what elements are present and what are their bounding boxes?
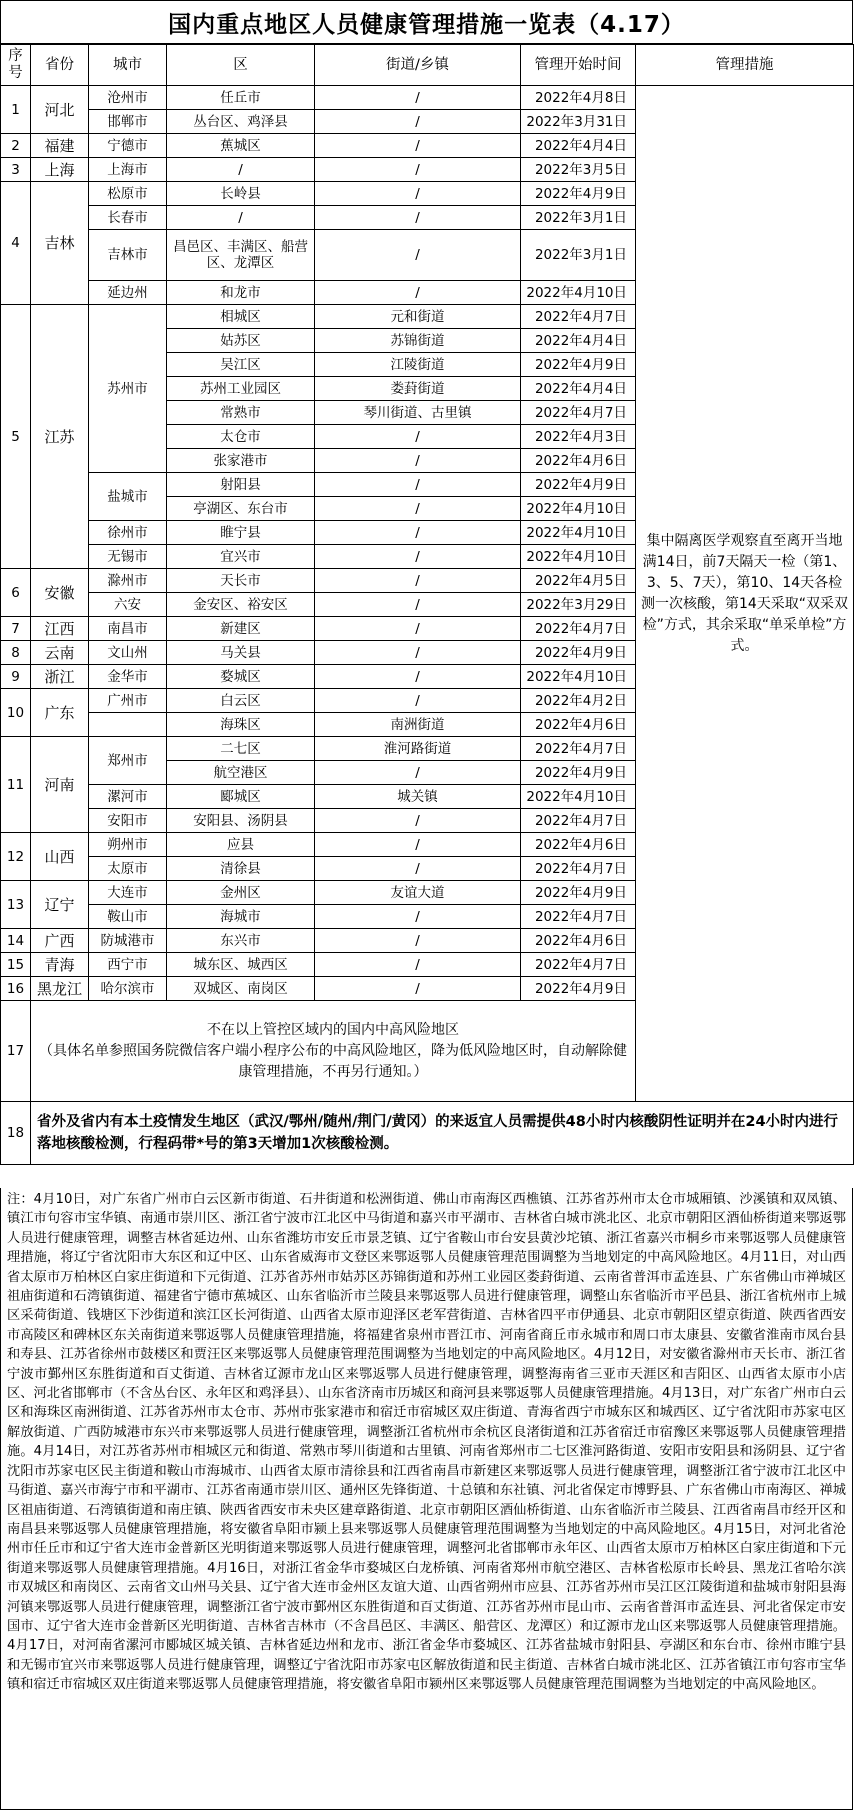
start-date-cell: 2022年3月31日 <box>521 110 636 134</box>
street-cell: 城关镇 <box>315 785 521 809</box>
district-cell: 新建区 <box>167 617 315 641</box>
district-cell: 和龙市 <box>167 281 315 305</box>
street-cell: / <box>315 905 521 929</box>
start-date-cell: 2022年3月29日 <box>521 593 636 617</box>
street-cell: / <box>315 521 521 545</box>
province-cell: 广西 <box>31 929 89 953</box>
start-date-cell: 2022年4月9日 <box>521 182 636 206</box>
city-cell: 朔州市 <box>89 833 167 857</box>
street-cell: / <box>315 497 521 521</box>
province-cell: 辽宁 <box>31 881 89 929</box>
table-header-row <box>1 45 854 86</box>
start-date-cell: 2022年4月7日 <box>521 305 636 329</box>
seq-cell: 12 <box>1 833 31 881</box>
city-cell: 长春市 <box>89 206 167 230</box>
district-cell: 婺城区 <box>167 665 315 689</box>
street-cell: 娄葑街道 <box>315 377 521 401</box>
district-cell: 郾城区 <box>167 785 315 809</box>
header-street: 街道/乡镇 <box>315 45 521 86</box>
district-cell: 白云区 <box>167 689 315 713</box>
district-cell: 金安区、裕安区 <box>167 593 315 617</box>
district-cell: 太仓市 <box>167 425 315 449</box>
city-cell: 哈尔滨市 <box>89 977 167 1001</box>
start-date-cell: 2022年4月3日 <box>521 425 636 449</box>
table-body <box>1 45 854 1165</box>
province-cell: 河南 <box>31 737 89 833</box>
seq-cell: 13 <box>1 881 31 929</box>
street-cell: / <box>315 569 521 593</box>
other-risk-area-cell <box>31 1001 636 1102</box>
seq-cell: 3 <box>1 158 31 182</box>
seq-cell: 8 <box>1 641 31 665</box>
district-cell: 姑苏区 <box>167 329 315 353</box>
district-cell: 昌邑区、丰满区、船营区、龙潭区 <box>167 230 315 281</box>
city-cell: 吉林市 <box>89 230 167 281</box>
street-cell: / <box>315 641 521 665</box>
city-cell: 大连市 <box>89 881 167 905</box>
city-cell: 宁德市 <box>89 134 167 158</box>
city-cell: 上海市 <box>89 158 167 182</box>
start-date-cell: 2022年4月10日 <box>521 665 636 689</box>
street-cell: 淮河路街道 <box>315 737 521 761</box>
district-cell: 海城市 <box>167 905 315 929</box>
district-cell: 常熟市 <box>167 401 315 425</box>
city-cell: 西宁市 <box>89 953 167 977</box>
measure-cell: 集中隔离医学观察直至离开当地满14日，前7天隔天一检（第1、3、5、7天），第10、14天各检测一次核酸，第14天采取“双采双检”方式，其余采取“单采单检”方式。 <box>636 86 854 1102</box>
city-cell: 广州市 <box>89 689 167 713</box>
street-cell: / <box>315 977 521 1001</box>
start-date-cell: 2022年4月4日 <box>521 329 636 353</box>
street-cell: / <box>315 689 521 713</box>
start-date-cell: 2022年4月10日 <box>521 785 636 809</box>
district-cell: 清徐县 <box>167 857 315 881</box>
district-cell: 任丘市 <box>167 86 315 110</box>
start-date-cell: 2022年4月5日 <box>521 569 636 593</box>
province-cell: 福建 <box>31 134 89 158</box>
start-date-cell: 2022年4月10日 <box>521 521 636 545</box>
city-cell: 苏州市 <box>89 305 167 473</box>
start-date-cell: 2022年4月10日 <box>521 281 636 305</box>
seq-cell: 5 <box>1 305 31 569</box>
street-cell: / <box>315 182 521 206</box>
start-date-cell: 2022年4月7日 <box>521 401 636 425</box>
district-cell: 安阳县、汤阴县 <box>167 809 315 833</box>
province-cell: 吉林 <box>31 182 89 305</box>
start-date-cell: 2022年4月7日 <box>521 809 636 833</box>
street-cell: / <box>315 206 521 230</box>
city-cell: 太原市 <box>89 857 167 881</box>
start-date-cell: 2022年4月9日 <box>521 761 636 785</box>
header-seq: 序号 <box>1 45 31 86</box>
other-risk-area-note: （具体名单参照国务院微信客户端小程序公布的中高风险地区，降为低风险地区时，自动解除健康管理措施，不再另行通知。） <box>39 1042 627 1080</box>
province-cell: 青海 <box>31 953 89 977</box>
district-cell: 射阳县 <box>167 473 315 497</box>
start-date-cell: 2022年4月6日 <box>521 833 636 857</box>
city-cell: 邯郸市 <box>89 110 167 134</box>
seq-cell: 9 <box>1 665 31 689</box>
district-cell: 亭湖区、东台市 <box>167 497 315 521</box>
start-date-cell: 2022年4月9日 <box>521 641 636 665</box>
start-date-cell: 2022年4月7日 <box>521 617 636 641</box>
city-cell: 漯河市 <box>89 785 167 809</box>
start-date-cell: 2022年4月9日 <box>521 881 636 905</box>
city-cell: 沧州市 <box>89 86 167 110</box>
district-cell: 睢宁县 <box>167 521 315 545</box>
province-cell: 浙江 <box>31 665 89 689</box>
seq-cell: 11 <box>1 737 31 833</box>
seq-cell: 7 <box>1 617 31 641</box>
district-cell: 长岭县 <box>167 182 315 206</box>
city-cell: 鞍山市 <box>89 905 167 929</box>
street-cell: / <box>315 230 521 281</box>
city-cell: 六安 <box>89 593 167 617</box>
street-cell: / <box>315 425 521 449</box>
start-date-cell: 2022年4月10日 <box>521 545 636 569</box>
province-cell: 江苏 <box>31 305 89 569</box>
street-cell: / <box>315 857 521 881</box>
header-province: 省份 <box>31 45 89 86</box>
seq-cell: 2 <box>1 134 31 158</box>
start-date-cell: 2022年4月4日 <box>521 377 636 401</box>
seq-cell: 14 <box>1 929 31 953</box>
city-cell: 无锡市 <box>89 545 167 569</box>
district-cell: 吴江区 <box>167 353 315 377</box>
city-cell: 滁州市 <box>89 569 167 593</box>
street-cell: 琴川街道、古里镇 <box>315 401 521 425</box>
city-cell: 松原市 <box>89 182 167 206</box>
province-cell: 黑龙江 <box>31 977 89 1001</box>
start-date-cell: 2022年4月6日 <box>521 713 636 737</box>
street-cell: / <box>315 86 521 110</box>
city-cell: 徐州市 <box>89 521 167 545</box>
province-cell: 山西 <box>31 833 89 881</box>
seq-cell: 15 <box>1 953 31 977</box>
province-cell: 云南 <box>31 641 89 665</box>
street-cell: / <box>315 473 521 497</box>
street-cell: / <box>315 449 521 473</box>
start-date-cell: 2022年4月7日 <box>521 857 636 881</box>
district-cell: 金州区 <box>167 881 315 905</box>
district-cell: 二七区 <box>167 737 315 761</box>
returnee-requirement-cell: 省外及省内有本土疫情发生地区（武汉/鄂州/随州/荆门/黄冈）的来返宜人员需提供48小时内核酸阴性证明并在24小时内进行落地核酸检测，行程码带*号的第3天增加1次核酸检测。 <box>31 1102 854 1165</box>
district-cell: / <box>167 206 315 230</box>
other-risk-area-title: 不在以上管控区域内的国内中高风险地区 <box>207 1021 459 1038</box>
start-date-cell: 2022年4月7日 <box>521 737 636 761</box>
street-cell: / <box>315 809 521 833</box>
street-cell: / <box>315 134 521 158</box>
seq-cell: 1 <box>1 86 31 134</box>
start-date-cell: 2022年4月7日 <box>521 953 636 977</box>
city-cell: 郑州市 <box>89 737 167 785</box>
header-city: 城市 <box>89 45 167 86</box>
street-cell: / <box>315 593 521 617</box>
district-cell: 应县 <box>167 833 315 857</box>
district-cell: 张家港市 <box>167 449 315 473</box>
start-date-cell: 2022年4月9日 <box>521 977 636 1001</box>
street-cell: 江陵街道 <box>315 353 521 377</box>
table-row-18 <box>1 1102 854 1165</box>
district-cell: 城东区、城西区 <box>167 953 315 977</box>
street-cell: / <box>315 617 521 641</box>
city-cell: 安阳市 <box>89 809 167 833</box>
seq-cell: 18 <box>1 1102 31 1165</box>
start-date-cell: 2022年4月6日 <box>521 929 636 953</box>
province-cell: 江西 <box>31 617 89 641</box>
seq-cell: 17 <box>1 1001 31 1102</box>
start-date-cell: 2022年3月1日 <box>521 230 636 281</box>
start-date-cell: 2022年3月1日 <box>521 206 636 230</box>
street-cell: / <box>315 281 521 305</box>
street-cell: / <box>315 833 521 857</box>
start-date-cell: 2022年4月6日 <box>521 449 636 473</box>
street-cell: 友谊大道 <box>315 881 521 905</box>
seq-cell: 10 <box>1 689 31 737</box>
seq-cell: 16 <box>1 977 31 1001</box>
district-cell: / <box>167 158 315 182</box>
start-date-cell: 2022年4月2日 <box>521 689 636 713</box>
city-cell: 金华市 <box>89 665 167 689</box>
street-cell: / <box>315 761 521 785</box>
district-cell: 双城区、南岗区 <box>167 977 315 1001</box>
table-row <box>1 86 854 110</box>
street-cell: 南洲街道 <box>315 713 521 737</box>
street-cell: / <box>315 110 521 134</box>
province-cell: 河北 <box>31 86 89 134</box>
province-cell: 广东 <box>31 689 89 737</box>
header-district: 区 <box>167 45 315 86</box>
province-cell: 安徽 <box>31 569 89 617</box>
city-cell: 延边州 <box>89 281 167 305</box>
street-cell: / <box>315 545 521 569</box>
street-cell: / <box>315 665 521 689</box>
district-cell: 马关县 <box>167 641 315 665</box>
start-date-cell: 2022年4月9日 <box>521 473 636 497</box>
district-cell: 蕉城区 <box>167 134 315 158</box>
seq-cell: 4 <box>1 182 31 305</box>
district-cell: 苏州工业园区 <box>167 377 315 401</box>
start-date-cell: 2022年4月9日 <box>521 353 636 377</box>
city-cell: 南昌市 <box>89 617 167 641</box>
city-cell: 文山州 <box>89 641 167 665</box>
measures-table <box>0 44 854 1165</box>
seq-cell: 6 <box>1 569 31 617</box>
district-cell: 宜兴市 <box>167 545 315 569</box>
district-cell: 航空港区 <box>167 761 315 785</box>
start-date-cell: 2022年4月4日 <box>521 134 636 158</box>
province-cell: 上海 <box>31 158 89 182</box>
start-date-cell: 2022年4月7日 <box>521 905 636 929</box>
city-cell: 盐城市 <box>89 473 167 521</box>
street-cell: / <box>315 929 521 953</box>
notes-paragraph: 注：4月10日，对广东省广州市白云区新市街道、石井街道和松洲街道、佛山市南海区西樵镇、江苏省苏州市太仓市城厢镇、沙溪镇和双凤镇、镇江市句容市宝华镇、南通市崇川区、浙江省宁波市江北区中马街道和嘉兴市平湖市、吉林省白城市洮北区、北京市朝阳区酒仙桥街道来鄂返鄂人员进行健康管理，调整吉林省延边州、山东省潍坊市安丘市景芝镇、辽宁省鞍山市台安县黄沙坨镇、浙江省嘉兴市桐乡市来鄂返鄂人员健康管理措施，将辽宁省沈阳市大东区和辽中区、山东省威海市文登区来鄂返鄂人员健康管理范围调整为当地划定的中高风险地区。4月11日，对山西省太原市万柏林区白家庄街道和下元街道、江苏省苏州市姑苏区苏锦街道和苏州工业园区娄葑街道、云南省普洱市孟连县、广东省佛山市禅城区祖庙街道和石湾镇街道、福建省宁德市蕉城区、山东省临沂市兰陵县来鄂返鄂人员进行健康管理，调整山东省临沂市平邑县、浙江省杭州市上城区采荷街道、钱塘区下沙街道和滨江区长河街道、山西省太原市迎泽区老军营街道、吉林省四平市伊通县、北京市朝阳区望京街道、陕西省西安市高陵区和碑林区东关南街道来鄂返鄂人员健康管理措施，将福建省泉州市晋江市、河南省商丘市永城市和周口市太康县、安徽省淮南市凤台县和寿县、江苏省徐州市鼓楼区和贾汪区来鄂返鄂人员健康管理范围调整为当地划定的中高风险地区。4月12日，对安徽省滁州市天长市、浙江省宁波市鄞州区东胜街道和百丈街道、吉林省辽源市龙山区来鄂返鄂人员进行健康管理，调整海南省三亚市天涯区和吉阳区、山西省太原市小店区、河北省邯郸市（不含丛台区、永年区和鸡泽县）、山东省济南市历城区和商河县来鄂返鄂人员健康管理措施。4月13日，对广东省广州市白云区和海珠区南洲街道、江苏省苏州市太仓市、苏州市张家港市和宿迁市宿城区双庄街道、青海省西宁市城东区和城西区、辽宁省沈阳市苏家屯区解放街道、广西防城港市东兴市来鄂返鄂人员进行健康管理，调整浙江省杭州市余杭区良渚街道和江苏省宿迁市宿豫区来鄂返鄂人员健康管理措施。4月14日，对江苏省苏州市相城区元和街道、常熟市琴川街道和古里镇、河南省郑州市二七区淮河路街道、安阳市安阳县和汤阴县、辽宁省沈阳市苏家屯区民主街道和鞍山市海城市、山西省太原市清徐县和江西省南昌市新建区来鄂返鄂人员进行健康管理，调整浙江省宁波市江北区中马街道、嘉兴市海宁市和平湖市、江苏省南通市崇川区、通州区先锋街道、十总镇和东社镇、河北省保定市博野县、广东省佛山市南海区、禅城区祖庙街道、石湾镇街道和南庄镇、陕西省西安市未央区建章路街道、北京市朝阳区酒仙桥街道、山东省临沂市兰陵县、江西省南昌市经开区和南昌县来鄂返鄂人员健康管理措施，将安徽省阜阳市颍上县来鄂返鄂人员健康管理范围调整为当地划定的中高风险地区。4月15日，对河北省沧州市任丘市和辽宁省大连市金普新区光明街道来鄂返鄂人员进行健康管理，调整河北省邯郸市永年区、山西省太原市万柏林区白家庄街道和下元街道来鄂返鄂人员健康管理措施。4月16日，对浙江省金华市婺城区白龙桥镇、河南省郑州市航空港区、吉林省松原市长岭县、黑龙江省哈尔滨市双城区和南岗区、云南省文山州马关县、辽宁省大连市金州区友谊大道、山西省朔州市应县、江苏省苏州市吴江区江陵街道和盐城市射阳县海河镇来鄂返鄂人员进行健康管理，调整浙江省宁波市鄞州区东胜街道和百丈街道、江苏省苏州市昆山市、云南省普洱市孟连县、河北省保定市安国市、辽宁省大连市金普新区光明街道、吉林省吉林市（不含昌邑区、丰满区、船营区、龙潭区）和辽源市龙山区来鄂返鄂人员健康管理措施。4月17日，对河南省漯河市郾城区城关镇、吉林省延边州和龙市、浙江省金华市婺城区、江苏省盐城市射阳县、亭湖区和东台市、徐州市睢宁县和无锡市宜兴市来鄂返鄂人员进行健康管理，调整辽宁省沈阳市苏家屯区解放街道和民主街道、吉林省白城市洮北区、江苏省镇江市句容市宝华镇和宿迁市宿城区双庄街道来鄂返鄂人员健康管理措施，将安徽省阜阳市颍州区来鄂返鄂人员健康管理范围调整为当地划定的中高风险地区。 <box>0 1188 853 1810</box>
street-cell: 元和街道 <box>315 305 521 329</box>
start-date-cell: 2022年4月8日 <box>521 86 636 110</box>
district-cell: 海珠区 <box>167 713 315 737</box>
header-measure: 管理措施 <box>636 45 854 86</box>
start-date-cell: 2022年3月5日 <box>521 158 636 182</box>
start-date-cell: 2022年4月10日 <box>521 497 636 521</box>
street-cell: / <box>315 953 521 977</box>
district-cell: 丛台区、鸡泽县 <box>167 110 315 134</box>
city-cell: 防城港市 <box>89 929 167 953</box>
district-cell: 东兴市 <box>167 929 315 953</box>
street-cell: / <box>315 158 521 182</box>
district-cell: 相城区 <box>167 305 315 329</box>
district-cell: 天长市 <box>167 569 315 593</box>
city-cell <box>89 713 167 737</box>
street-cell: 苏锦街道 <box>315 329 521 353</box>
page-title: 国内重点地区人员健康管理措施一览表（4.17） <box>0 0 853 44</box>
header-start-time: 管理开始时间 <box>521 45 636 86</box>
